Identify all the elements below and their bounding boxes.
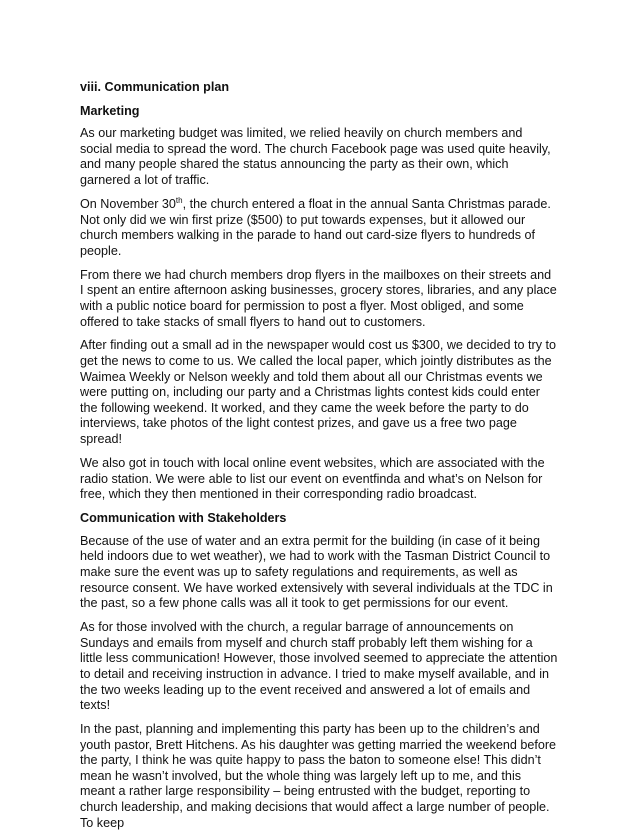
paragraph-social-media: As our marketing budget was limited, we relied heavily on church members and social media to spread the word. The church Facebook page was used quite heavily, and many people shared the status announcing the party as their own, which garnered a lot of traffic.	[80, 126, 551, 187]
paragraph-past-planning: In the past, planning and implementing this party has been up to the children’s and youth pastor, Brett Hitchens. As his daughter was getting married the weekend before the party, I think he was quite happy to pass the baton to someone else! This didn’t mean he wasn’t involved, but the whole thing was largely left up to me, and this meant a rather large responsibility – being entrusted with the budget, reporting to church leadership, and making decisions that would affect a large number of people. To keep	[80, 722, 557, 830]
parade-text-start: On November 30	[80, 196, 176, 211]
section-heading: viii. Communication plan	[80, 80, 230, 94]
paragraph-church-communication: As for those involved with the church, a regular barrage of announcements on Sundays and emails from myself and church staff probably left them wishing for a little less communication! However, those involved seemed to appreciate the attention to detail and receiving instruction in advance. I tried to make myself available, and in the two weeks leading up to the event received and answered a lot of emails and texts!	[80, 620, 558, 713]
stakeholders-heading: Communication with Stakeholders	[80, 511, 287, 526]
paragraph-flyers: From there we had church members drop flyers in the mailboxes on their streets and I spent an entire afternoon asking businesses, grocery stores, libraries, and any place with a public notice board for permission to post a flyer. Most obliged, and some offered to take stacks of small flyers to hand out to customers.	[80, 267, 557, 329]
marketing-heading: Marketing	[80, 103, 140, 118]
paragraph-council: Because of the use of water and an extra permit for the building (in case of it being held indoors due to wet weather), we had to work with the Tasman District Council to make sure the event was up to safety regulations and requirements, as well as resource consent. We have worked extensively with several individuals at the TDC in the past, so a few phone calls was all it took to get permissions for our event.	[80, 533, 553, 611]
paragraph-online-events: We also got in touch with local online event websites, which are associated with the radio station. We were able to list our event on eventfinda and what’s on Nelson for free, which they then mentioned in their corresponding radio broadcast.	[80, 456, 545, 502]
ordinal-suffix: th	[175, 195, 183, 205]
paragraph-newspaper: After finding out a small ad in the newspaper would cost us $300, we decided to try to get the news to come to us. We called the local paper, which jointly distributes as the Waimea Weekly or Nelson weekly and told them about all our Christmas events we were putting on, including our party and a Christmas lights contest kids could enter the following weekend. It worked, and they came the week before the party to do interviews, take photos of the light contest prizes, and gave us a free two page spread!	[80, 338, 557, 447]
parade-text-end: , the church entered a float in the annual Santa Christmas parade. Not only did we win first prize ($500) to put towards expenses, but it allowed our church members walking in the parade to hand out card-size flyers to hundreds of people.	[80, 196, 551, 258]
paragraph-parade	[80, 197, 558, 259]
